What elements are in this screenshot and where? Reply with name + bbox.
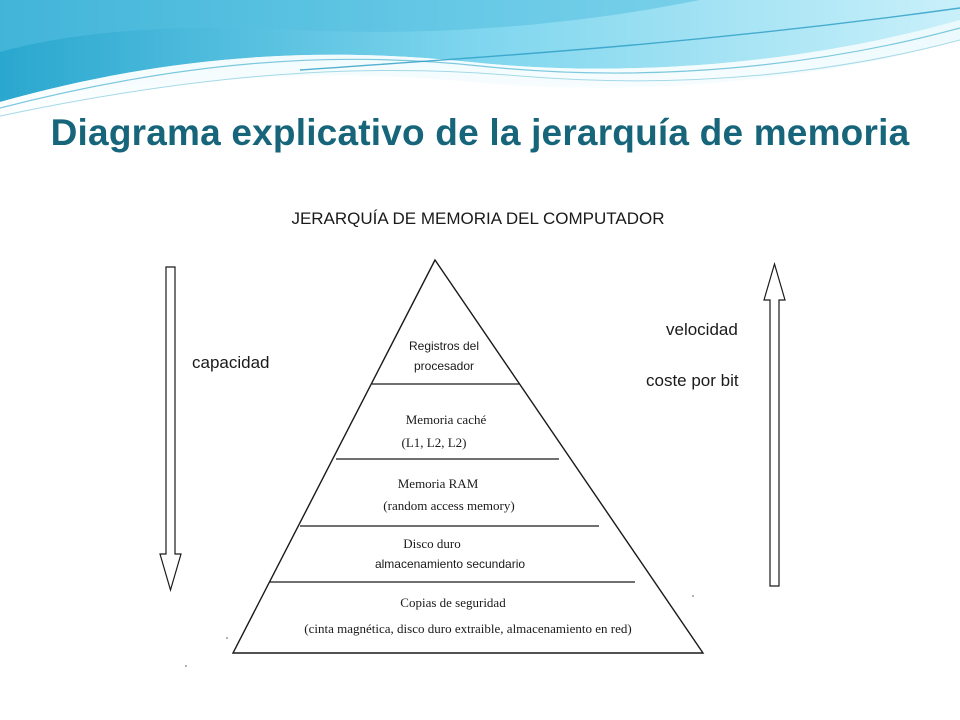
level-ram-line-1: Memoria RAM [397, 476, 479, 491]
capacity-label: capacidad [192, 353, 270, 372]
header-wave-decoration [0, 0, 960, 130]
scan-speck-1 [226, 637, 228, 639]
cost-per-bit-label: coste por bit [646, 371, 739, 390]
level-backups-line-1: Copias de seguridad [400, 595, 506, 610]
figure-heading: JERARQUÍA DE MEMORIA DEL COMPUTADOR [291, 209, 665, 228]
level-backups-line-2: (cinta magnética, disco duro extraible, almacenamiento en red) [304, 621, 632, 636]
scan-speck-2 [692, 595, 694, 597]
speed-cost-arrow-up [764, 264, 785, 586]
hierarchy-figure [130, 172, 830, 668]
level-ram-line-2: (random access memory) [383, 498, 515, 513]
speed-label: velocidad [666, 320, 738, 339]
level-registers-line-2: procesador [413, 359, 475, 373]
capacity-arrow-down [160, 267, 181, 590]
level-hard-disk-line-2: almacenamiento secundario [374, 557, 526, 571]
level-cache-line-2: (L1, L2, L2) [401, 435, 467, 450]
hierarchy-diagram [130, 172, 830, 668]
level-cache-line-1: Memoria caché [405, 412, 487, 427]
slide-title: Diagrama explicativo de la jerarquía de memoria [50, 112, 910, 153]
scan-speck-3 [185, 665, 187, 667]
level-hard-disk-line-1: Disco duro [403, 536, 461, 551]
level-registers-line-1: Registros del [408, 339, 480, 353]
